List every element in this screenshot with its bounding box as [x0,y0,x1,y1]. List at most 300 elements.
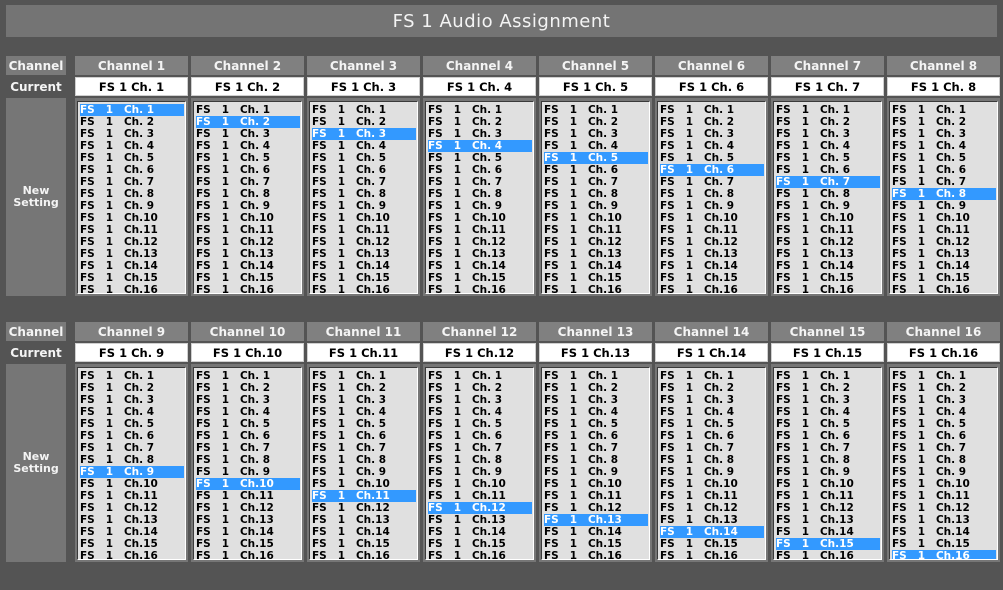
listbox-option[interactable]: FS 1 Ch. 8 [660,188,735,200]
channel-column-4 [423,56,536,296]
listbox-option[interactable]: FS 1 Ch. 2 [80,382,155,394]
listbox-option[interactable]: FS 1 Ch. 5 [776,418,851,430]
listbox-option[interactable]: FS 1 Ch.10 [544,212,622,224]
listbox-option[interactable]: FS 1 Ch. 9 [892,466,967,478]
listbox-option[interactable]: FS 1 Ch.11 [80,490,158,502]
listbox-option[interactable]: FS 1 Ch. 6 [660,430,735,442]
listbox-option[interactable]: FS 1 Ch. 5 [196,418,271,430]
assignment-listbox[interactable] [773,101,882,294]
listbox-option[interactable]: FS 1 Ch. 8 [428,188,503,200]
listbox-option[interactable]: FS 1 Ch. 4 [312,140,387,152]
assignment-listbox[interactable] [193,367,302,560]
listbox-option[interactable]: FS 1 Ch.15 [660,538,738,550]
listbox-option[interactable]: FS 1 Ch.10 [776,212,854,224]
listbox-option[interactable]: FS 1 Ch. 8 [196,454,271,466]
listbox-option[interactable]: FS 1 Ch.13 [776,514,854,526]
listbox-option-selected[interactable]: FS 1 Ch. 4 [428,140,532,152]
listbox-option[interactable]: FS 1 Ch.10 [660,478,738,490]
channel-header: Channel 2 [191,56,304,75]
listbox-option[interactable]: FS 1 Ch.11 [544,224,622,236]
listbox-option[interactable]: FS 1 Ch.10 [776,478,854,490]
listbox-option[interactable]: FS 1 Ch. 4 [312,406,387,418]
listbox-option[interactable]: FS 1 Ch. 5 [660,418,735,430]
assignment-listbox[interactable] [657,101,766,294]
listbox-option[interactable]: FS 1 Ch. 7 [660,176,735,188]
listbox-option[interactable]: FS 1 Ch.15 [196,272,274,284]
listbox-option[interactable]: FS 1 Ch. 1 [660,370,735,382]
listbox-option[interactable]: FS 1 Ch. 3 [544,128,619,140]
assignment-listbox[interactable] [889,101,998,294]
channel-column-14 [655,322,768,562]
listbox-option[interactable]: FS 1 Ch.15 [312,538,390,550]
current-assignment: FS 1 Ch. 6 [655,77,768,96]
listbox-option[interactable]: FS 1 Ch. 5 [196,152,271,164]
listbox-option[interactable]: FS 1 Ch.12 [312,502,390,514]
listbox-option[interactable]: FS 1 Ch. 5 [80,152,155,164]
listbox-option[interactable]: FS 1 Ch.12 [196,236,274,248]
listbox-option[interactable]: FS 1 Ch.14 [544,526,622,538]
listbox-option[interactable]: FS 1 Ch.13 [544,248,622,260]
listbox-option[interactable]: FS 1 Ch. 1 [660,104,735,116]
listbox-option-selected[interactable]: FS 1 Ch. 1 [80,104,184,116]
listbox-option[interactable]: FS 1 Ch. 6 [428,430,503,442]
channel-row-label: Channel [6,56,66,75]
listbox-option[interactable]: FS 1 Ch. 9 [660,466,735,478]
listbox-option[interactable]: FS 1 Ch. 3 [80,128,155,140]
listbox-option[interactable]: FS 1 Ch.14 [196,260,274,272]
listbox-option[interactable]: FS 1 Ch. 3 [776,128,851,140]
listbox-option[interactable]: FS 1 Ch. 2 [312,382,387,394]
listbox-option[interactable]: FS 1 Ch. 7 [544,442,619,454]
listbox-option-selected[interactable]: FS 1 Ch. 9 [80,466,184,478]
listbox-option[interactable]: FS 1 Ch. 8 [544,188,619,200]
listbox-option[interactable]: FS 1 Ch. 1 [312,370,387,382]
listbox-option[interactable]: FS 1 Ch.16 [196,284,274,294]
listbox-option[interactable]: FS 1 Ch.14 [312,260,390,272]
listbox-option[interactable]: FS 1 Ch. 8 [312,454,387,466]
listbox-option-selected[interactable]: FS 1 Ch. 8 [892,188,996,200]
listbox-option[interactable]: FS 1 Ch.16 [544,284,622,294]
listbox-option[interactable]: FS 1 Ch. 3 [196,394,271,406]
listbox-option[interactable]: FS 1 Ch. 1 [312,104,387,116]
assignment-listbox[interactable] [77,367,186,560]
listbox-option[interactable]: FS 1 Ch. 7 [428,442,503,454]
listbox-option[interactable]: FS 1 Ch. 3 [660,128,735,140]
assignment-listbox[interactable] [541,367,650,560]
new-setting-cell [887,98,1000,296]
listbox-option[interactable]: FS 1 Ch.12 [776,236,854,248]
listbox-option[interactable]: FS 1 Ch. 5 [892,418,967,430]
listbox-option[interactable]: FS 1 Ch. 7 [80,442,155,454]
listbox-option[interactable]: FS 1 Ch. 7 [428,176,503,188]
current-assignment: FS 1 Ch. 5 [539,77,652,96]
listbox-option[interactable]: FS 1 Ch. 6 [312,164,387,176]
listbox-option[interactable]: FS 1 Ch.10 [80,212,158,224]
listbox-option[interactable]: FS 1 Ch.15 [892,538,970,550]
listbox-option[interactable]: FS 1 Ch.14 [312,526,390,538]
listbox-option[interactable]: FS 1 Ch.13 [892,514,970,526]
listbox-option[interactable]: FS 1 Ch. 1 [428,104,503,116]
listbox-option[interactable]: FS 1 Ch. 9 [312,466,387,478]
listbox-option[interactable]: FS 1 Ch. 2 [428,382,503,394]
listbox-option[interactable]: FS 1 Ch.12 [660,502,738,514]
listbox-option[interactable]: FS 1 Ch. 8 [776,188,851,200]
listbox-option[interactable]: FS 1 Ch. 7 [196,442,271,454]
listbox-option[interactable]: FS 1 Ch. 9 [196,200,271,212]
listbox-option[interactable]: FS 1 Ch.11 [892,490,970,502]
listbox-option[interactable]: FS 1 Ch. 3 [312,394,387,406]
listbox-option[interactable]: FS 1 Ch. 1 [428,370,503,382]
listbox-option[interactable]: FS 1 Ch.13 [196,248,274,260]
listbox-option[interactable]: FS 1 Ch.12 [776,502,854,514]
listbox-option[interactable]: FS 1 Ch.16 [312,550,390,560]
listbox-option[interactable]: FS 1 Ch.15 [892,272,970,284]
listbox-option[interactable]: FS 1 Ch. 2 [776,382,851,394]
listbox-option[interactable]: FS 1 Ch. 6 [312,430,387,442]
listbox-option[interactable]: FS 1 Ch.10 [196,212,274,224]
listbox-option[interactable]: FS 1 Ch.13 [80,248,158,260]
listbox-option[interactable]: FS 1 Ch. 6 [776,164,851,176]
listbox-option[interactable]: FS 1 Ch.16 [312,284,390,294]
listbox-option[interactable]: FS 1 Ch.12 [196,502,274,514]
listbox-option[interactable]: FS 1 Ch. 9 [892,200,967,212]
assignment-listbox[interactable] [657,367,766,560]
channel-column-10 [191,322,304,562]
listbox-option[interactable]: FS 1 Ch. 2 [312,116,387,128]
listbox-option[interactable]: FS 1 Ch. 3 [544,394,619,406]
listbox-option[interactable]: FS 1 Ch. 8 [892,454,967,466]
listbox-option[interactable]: FS 1 Ch.11 [196,224,274,236]
listbox-option[interactable]: FS 1 Ch. 5 [312,152,387,164]
listbox-option[interactable]: FS 1 Ch.15 [428,272,506,284]
listbox-option[interactable]: FS 1 Ch.12 [892,236,970,248]
listbox-option[interactable]: FS 1 Ch.15 [428,538,506,550]
listbox-option[interactable]: FS 1 Ch. 4 [776,406,851,418]
listbox-option-selected[interactable]: FS 1 Ch.12 [428,502,532,514]
listbox-option[interactable]: FS 1 Ch. 4 [544,406,619,418]
listbox-option[interactable]: FS 1 Ch. 7 [544,176,619,188]
listbox-option[interactable]: FS 1 Ch. 1 [196,370,271,382]
listbox-option[interactable]: FS 1 Ch. 4 [892,140,967,152]
new-setting-cell [307,364,420,562]
listbox-option[interactable]: FS 1 Ch. 4 [660,140,735,152]
listbox-option[interactable]: FS 1 Ch.13 [776,248,854,260]
listbox-option[interactable]: FS 1 Ch. 5 [428,152,503,164]
listbox-option[interactable]: FS 1 Ch. 8 [428,454,503,466]
current-assignment: FS 1 Ch.11 [307,343,420,362]
listbox-option[interactable]: FS 1 Ch. 6 [544,164,619,176]
listbox-option[interactable]: FS 1 Ch. 2 [428,116,503,128]
listbox-option[interactable]: FS 1 Ch. 6 [196,164,271,176]
listbox-option-selected[interactable]: FS 1 Ch.15 [776,538,880,550]
listbox-option[interactable]: FS 1 Ch.10 [428,478,506,490]
listbox-option[interactable]: FS 1 Ch. 8 [80,188,155,200]
listbox-option[interactable]: FS 1 Ch.13 [892,248,970,260]
listbox-option[interactable]: FS 1 Ch. 7 [776,442,851,454]
listbox-option[interactable]: FS 1 Ch. 5 [80,418,155,430]
listbox-option[interactable]: FS 1 Ch.15 [196,538,274,550]
current-assignment: FS 1 Ch. 8 [887,77,1000,96]
listbox-option[interactable]: FS 1 Ch. 4 [196,140,271,152]
listbox-option[interactable]: FS 1 Ch. 1 [892,104,967,116]
listbox-option[interactable]: FS 1 Ch.11 [544,490,622,502]
listbox-option[interactable]: FS 1 Ch.16 [892,284,970,294]
listbox-option[interactable]: FS 1 Ch.14 [428,526,506,538]
listbox-option[interactable]: FS 1 Ch.15 [660,272,738,284]
listbox-option[interactable]: FS 1 Ch.11 [892,224,970,236]
listbox-option[interactable]: FS 1 Ch.14 [80,260,158,272]
listbox-option[interactable]: FS 1 Ch. 2 [892,382,967,394]
listbox-option[interactable]: FS 1 Ch. 8 [80,454,155,466]
listbox-option[interactable]: FS 1 Ch. 7 [80,176,155,188]
listbox-option[interactable]: FS 1 Ch. 8 [660,454,735,466]
listbox-option[interactable]: FS 1 Ch.16 [196,550,274,560]
listbox-option[interactable]: FS 1 Ch. 3 [660,394,735,406]
listbox-option[interactable]: FS 1 Ch. 6 [80,430,155,442]
listbox-option[interactable]: FS 1 Ch. 4 [776,140,851,152]
assignment-listbox[interactable] [193,101,302,294]
listbox-option[interactable]: FS 1 Ch. 6 [428,164,503,176]
listbox-option[interactable]: FS 1 Ch.15 [80,272,158,284]
listbox-option[interactable]: FS 1 Ch. 1 [776,370,851,382]
listbox-option[interactable]: FS 1 Ch. 8 [776,454,851,466]
listbox-option[interactable]: FS 1 Ch. 6 [544,430,619,442]
listbox-option[interactable]: FS 1 Ch.16 [660,550,738,560]
listbox-option[interactable]: FS 1 Ch. 7 [892,442,967,454]
channel-header: Channel 14 [655,322,768,341]
listbox-option[interactable]: FS 1 Ch.16 [80,284,158,294]
listbox-option[interactable]: FS 1 Ch. 7 [312,442,387,454]
listbox-option[interactable]: FS 1 Ch. 4 [80,140,155,152]
listbox-option[interactable]: FS 1 Ch.10 [892,478,970,490]
listbox-option[interactable]: FS 1 Ch.12 [428,236,506,248]
listbox-option[interactable]: FS 1 Ch. 5 [544,418,619,430]
listbox-option[interactable]: FS 1 Ch. 6 [776,430,851,442]
listbox-option-selected[interactable]: FS 1 Ch.13 [544,514,648,526]
listbox-option[interactable]: FS 1 Ch.12 [544,502,622,514]
listbox-option[interactable]: FS 1 Ch.11 [196,490,274,502]
listbox-option[interactable]: FS 1 Ch.14 [776,526,854,538]
new-setting-cell [887,364,1000,562]
listbox-option[interactable]: FS 1 Ch.16 [80,550,158,560]
listbox-option-selected[interactable]: FS 1 Ch. 7 [776,176,880,188]
channel-header: Channel 10 [191,322,304,341]
listbox-option[interactable]: FS 1 Ch.11 [428,224,506,236]
listbox-option[interactable]: FS 1 Ch.11 [776,224,854,236]
listbox-option[interactable]: FS 1 Ch.11 [660,224,738,236]
listbox-option[interactable]: FS 1 Ch.10 [312,212,390,224]
listbox-option[interactable]: FS 1 Ch.15 [544,538,622,550]
listbox-option[interactable]: FS 1 Ch. 9 [544,200,619,212]
listbox-option[interactable]: FS 1 Ch. 6 [892,164,967,176]
listbox-option[interactable]: FS 1 Ch.13 [660,514,738,526]
new-setting-cell [655,364,768,562]
listbox-option[interactable]: FS 1 Ch.13 [428,514,506,526]
listbox-option[interactable]: FS 1 Ch. 2 [776,116,851,128]
listbox-option[interactable]: FS 1 Ch.14 [776,260,854,272]
listbox-option[interactable]: FS 1 Ch. 9 [312,200,387,212]
listbox-option[interactable]: FS 1 Ch. 9 [428,466,503,478]
listbox-option[interactable]: FS 1 Ch.13 [428,248,506,260]
listbox-option[interactable]: FS 1 Ch. 4 [80,406,155,418]
listbox-option[interactable]: FS 1 Ch.10 [312,478,390,490]
listbox-option[interactable]: FS 1 Ch. 5 [892,152,967,164]
listbox-option[interactable]: FS 1 Ch. 7 [196,176,271,188]
listbox-option[interactable]: FS 1 Ch.12 [80,236,158,248]
listbox-option[interactable]: FS 1 Ch. 9 [80,200,155,212]
listbox-option[interactable]: FS 1 Ch.15 [776,272,854,284]
listbox-option[interactable]: FS 1 Ch. 6 [80,164,155,176]
listbox-option[interactable]: FS 1 Ch.12 [544,236,622,248]
current-assignment: FS 1 Ch.15 [771,343,884,362]
listbox-option[interactable]: FS 1 Ch.15 [312,272,390,284]
listbox-option[interactable]: FS 1 Ch. 3 [892,128,967,140]
listbox-option[interactable]: FS 1 Ch. 3 [776,394,851,406]
listbox-option-selected[interactable]: FS 1 Ch. 2 [196,116,300,128]
assignment-listbox[interactable] [773,367,882,560]
listbox-option[interactable]: FS 1 Ch.10 [544,478,622,490]
listbox-option[interactable]: FS 1 Ch. 1 [80,370,155,382]
listbox-option[interactable]: FS 1 Ch. 7 [892,176,967,188]
listbox-option[interactable]: FS 1 Ch. 4 [544,140,619,152]
current-row-label: Current [6,77,66,96]
listbox-option[interactable]: FS 1 Ch.16 [544,550,622,560]
listbox-option[interactable]: FS 1 Ch.15 [80,538,158,550]
listbox-option[interactable]: FS 1 Ch.13 [660,248,738,260]
listbox-option[interactable]: FS 1 Ch. 3 [80,394,155,406]
listbox-option[interactable]: FS 1 Ch.13 [312,514,390,526]
listbox-option[interactable]: FS 1 Ch.11 [428,490,506,502]
listbox-option[interactable]: FS 1 Ch. 9 [776,200,851,212]
listbox-option[interactable]: FS 1 Ch.16 [660,284,738,294]
listbox-option[interactable]: FS 1 Ch.12 [892,502,970,514]
listbox-option[interactable]: FS 1 Ch.11 [776,490,854,502]
listbox-option[interactable]: FS 1 Ch. 7 [312,176,387,188]
listbox-option[interactable]: FS 1 Ch. 1 [544,370,619,382]
listbox-option[interactable]: FS 1 Ch.10 [80,478,158,490]
listbox-option[interactable]: FS 1 Ch. 2 [660,116,735,128]
listbox-option[interactable]: FS 1 Ch. 1 [544,104,619,116]
channel-column-6 [655,56,768,296]
assignment-listbox[interactable] [309,101,418,294]
listbox-option-selected[interactable]: FS 1 Ch. 3 [312,128,416,140]
listbox-option-selected[interactable]: FS 1 Ch.16 [892,550,996,560]
listbox-option[interactable]: FS 1 Ch.12 [80,502,158,514]
current-assignment: FS 1 Ch. 1 [75,77,188,96]
listbox-option[interactable]: FS 1 Ch. 9 [776,466,851,478]
listbox-option[interactable]: FS 1 Ch. 4 [892,406,967,418]
new-setting-cell [539,364,652,562]
listbox-option[interactable]: FS 1 Ch.11 [660,490,738,502]
listbox-option-selected[interactable]: FS 1 Ch.14 [660,526,764,538]
listbox-option[interactable]: FS 1 Ch.14 [196,526,274,538]
listbox-option[interactable]: FS 1 Ch.12 [312,236,390,248]
assignment-listbox[interactable] [425,101,534,294]
listbox-option[interactable]: FS 1 Ch.14 [428,260,506,272]
listbox-option-selected[interactable]: FS 1 Ch.10 [196,478,300,490]
listbox-option[interactable]: FS 1 Ch.11 [312,224,390,236]
listbox-option[interactable]: FS 1 Ch. 3 [428,394,503,406]
listbox-option[interactable]: FS 1 Ch. 2 [660,382,735,394]
listbox-option[interactable]: FS 1 Ch. 3 [892,394,967,406]
listbox-option[interactable]: FS 1 Ch. 5 [660,152,735,164]
channel-column-15 [771,322,884,562]
listbox-option[interactable]: FS 1 Ch.10 [892,212,970,224]
listbox-option[interactable]: FS 1 Ch.13 [196,514,274,526]
listbox-option[interactable]: FS 1 Ch. 5 [312,418,387,430]
listbox-option-selected[interactable]: FS 1 Ch. 6 [660,164,764,176]
listbox-option[interactable]: FS 1 Ch. 6 [196,430,271,442]
listbox-option[interactable]: FS 1 Ch. 6 [892,430,967,442]
listbox-option[interactable]: FS 1 Ch. 4 [660,406,735,418]
listbox-option[interactable]: FS 1 Ch. 9 [544,466,619,478]
listbox-option[interactable]: FS 1 Ch. 4 [196,406,271,418]
listbox-option[interactable]: FS 1 Ch.15 [544,272,622,284]
listbox-option[interactable]: FS 1 Ch. 3 [196,128,271,140]
assignment-listbox[interactable] [309,367,418,560]
listbox-option[interactable]: FS 1 Ch.10 [660,212,738,224]
listbox-option[interactable]: FS 1 Ch.13 [312,248,390,260]
listbox-option[interactable]: FS 1 Ch. 5 [776,152,851,164]
listbox-option-selected[interactable]: FS 1 Ch.11 [312,490,416,502]
listbox-option[interactable]: FS 1 Ch. 9 [660,200,735,212]
listbox-option[interactable]: FS 1 Ch. 2 [892,116,967,128]
listbox-option[interactable]: FS 1 Ch.12 [660,236,738,248]
listbox-option[interactable]: FS 1 Ch. 2 [196,382,271,394]
listbox-option[interactable]: FS 1 Ch. 7 [660,442,735,454]
listbox-option[interactable]: FS 1 Ch. 2 [544,382,619,394]
listbox-option[interactable]: FS 1 Ch.14 [544,260,622,272]
assignment-listbox[interactable] [425,367,534,560]
channel-column-16 [887,322,1000,562]
listbox-option[interactable]: FS 1 Ch. 1 [892,370,967,382]
new-setting-label-line2: Setting [13,462,59,475]
assignment-listbox[interactable] [77,101,186,294]
listbox-option[interactable]: FS 1 Ch.14 [892,260,970,272]
listbox-option[interactable]: FS 1 Ch. 8 [544,454,619,466]
listbox-option[interactable]: FS 1 Ch. 2 [80,116,155,128]
listbox-option[interactable]: FS 1 Ch. 1 [196,104,271,116]
listbox-option[interactable]: FS 1 Ch.11 [80,224,158,236]
listbox-option[interactable]: FS 1 Ch. 3 [428,128,503,140]
listbox-option[interactable]: FS 1 Ch. 5 [428,418,503,430]
channel-column-9 [75,322,188,562]
listbox-option[interactable]: FS 1 Ch. 9 [428,200,503,212]
listbox-option[interactable]: FS 1 Ch.14 [892,526,970,538]
assignment-listbox[interactable] [541,101,650,294]
listbox-option[interactable]: FS 1 Ch.16 [428,550,506,560]
listbox-option[interactable]: FS 1 Ch. 8 [312,188,387,200]
listbox-option[interactable]: FS 1 Ch. 4 [428,406,503,418]
listbox-option[interactable]: FS 1 Ch.13 [80,514,158,526]
channel-header: Channel 11 [307,322,420,341]
listbox-option[interactable]: FS 1 Ch. 9 [196,466,271,478]
listbox-option[interactable]: FS 1 Ch.16 [776,550,854,560]
listbox-option-selected[interactable]: FS 1 Ch. 5 [544,152,648,164]
listbox-option[interactable]: FS 1 Ch.14 [80,526,158,538]
listbox-option[interactable]: FS 1 Ch. 2 [544,116,619,128]
listbox-option[interactable]: FS 1 Ch.10 [428,212,506,224]
channel-column-2 [191,56,304,296]
listbox-option[interactable]: FS 1 Ch.16 [428,284,506,294]
listbox-option[interactable]: FS 1 Ch.14 [660,260,738,272]
channel-header: Channel 1 [75,56,188,75]
listbox-option[interactable]: FS 1 Ch.16 [776,284,854,294]
channel-column-13 [539,322,652,562]
listbox-option[interactable]: FS 1 Ch. 8 [196,188,271,200]
assignment-listbox[interactable] [889,367,998,560]
listbox-option[interactable]: FS 1 Ch. 1 [776,104,851,116]
